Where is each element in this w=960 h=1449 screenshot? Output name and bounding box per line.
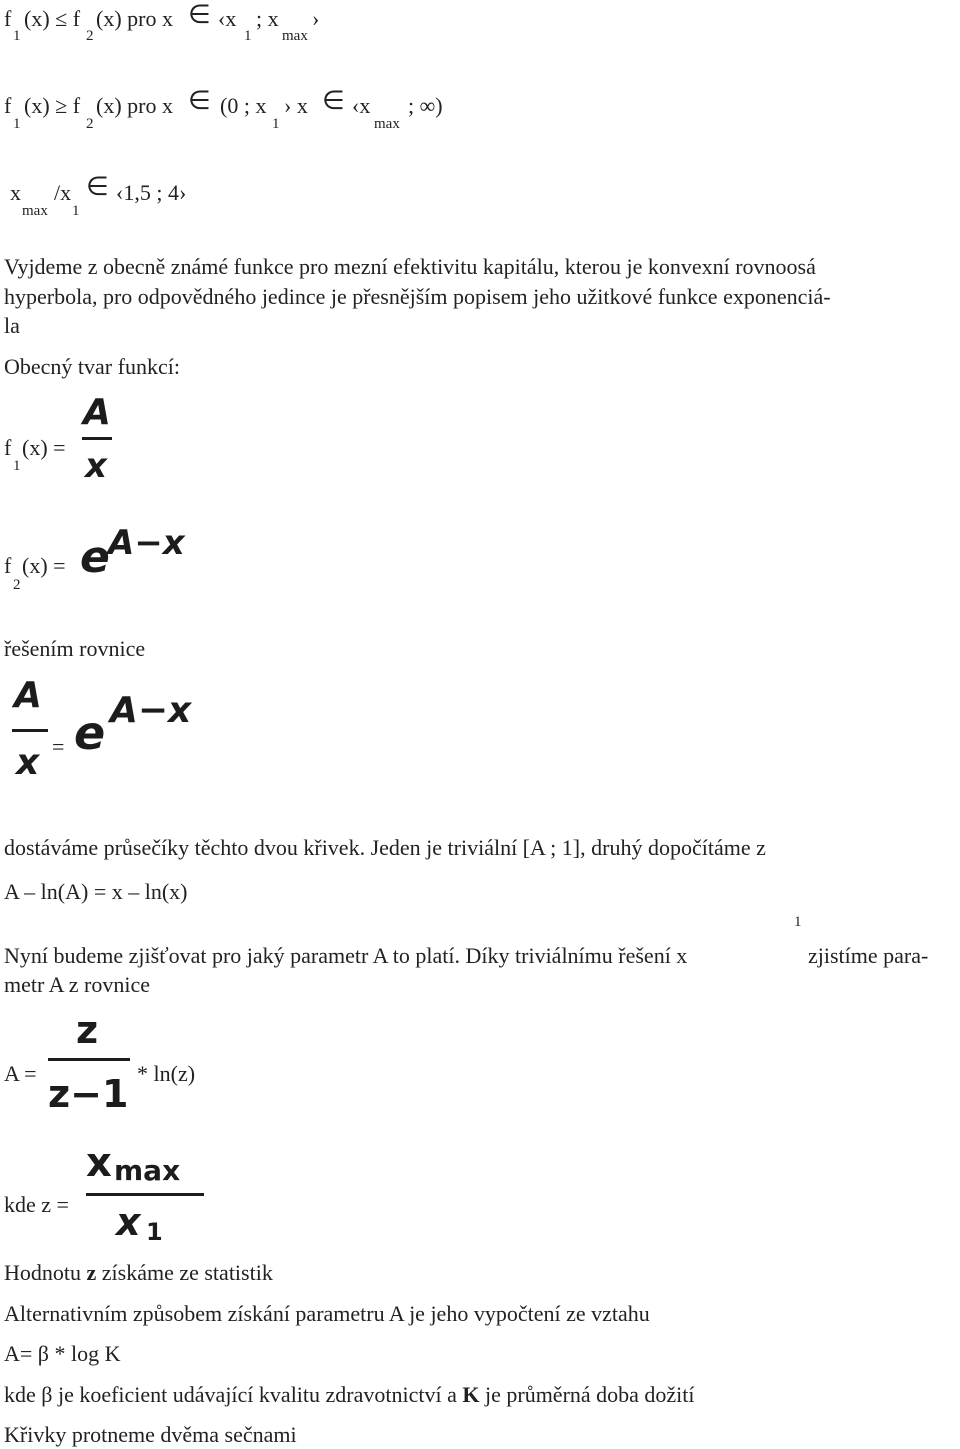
fraction-numerator: z (76, 1008, 99, 1052)
fraction-denominator: x (85, 446, 107, 486)
paragraph-line: hyperbola, pro odpovědného jedince je přesnějším popisem jeho užitkové funkce exponenciá- (4, 284, 831, 309)
paragraph-line: la (4, 313, 20, 338)
denominator-x: x (116, 1200, 141, 1244)
solving-text: řešením rovnice (4, 636, 146, 661)
text-x: x (10, 180, 21, 205)
text-segment: kde β je koeficient udávající kvalitu zdravotnictví a (4, 1382, 463, 1407)
bold-variable: K (462, 1382, 480, 1407)
superscript: 1 (794, 914, 802, 930)
fraction-bar (82, 437, 112, 440)
paragraph-line: zjistíme para- (808, 943, 929, 968)
subscript: 2 (86, 28, 94, 44)
fraction-numerator: A (83, 392, 111, 433)
text-segment: › x (284, 93, 308, 118)
element-of-symbol: ∈ (86, 172, 109, 202)
text-segment: (x) ≤ f (24, 6, 81, 31)
text-segment: ; ∞) (408, 93, 443, 118)
paragraph-line: metr A z rovnice (4, 972, 151, 997)
subscript: 2 (86, 116, 94, 132)
text-segment: Hodnotu (4, 1260, 87, 1285)
equals-sign: = (52, 734, 65, 759)
text-segment: (x) ≥ f (24, 93, 81, 118)
fraction-bar (12, 729, 48, 732)
fraction-denominator: z−1 (48, 1072, 129, 1116)
fraction-denominator: x (16, 742, 40, 783)
formula-lhs: A = (4, 1061, 37, 1086)
text-segment: (0 ; x (220, 93, 267, 118)
element-of-symbol: ∈ (322, 86, 345, 116)
text-segment: ; x (256, 6, 279, 31)
bold-variable: z (86, 1260, 97, 1285)
numerator-x: x (86, 1140, 112, 1186)
subscript: 1 (72, 203, 80, 219)
exp-base: e (80, 532, 110, 583)
general-form-heading: Obecný tvar funkcí: (4, 354, 180, 379)
text-segment: je průměrná doba dožití (479, 1382, 695, 1407)
text-f: f (4, 93, 12, 118)
fraction-bar (86, 1193, 204, 1196)
subscript: max (22, 203, 48, 219)
subscript: 1 (13, 458, 21, 474)
statistics-line (4, 1260, 273, 1286)
formula-lhs: kde z = (4, 1192, 69, 1217)
subscript: 1 (13, 28, 21, 44)
numerator-subscript: max (114, 1154, 181, 1187)
beta-formula: A= β * log K (4, 1341, 121, 1366)
text-segment: ‹1,5 ; 4› (116, 180, 187, 205)
paragraph-line: Vyjdeme z obecně známé funkce pro mezní efektivitu kapitálu, kterou je konvexní rovnoosá (4, 254, 816, 279)
formula-rhs: * ln(z) (137, 1061, 196, 1086)
text-segment: (x) pro x (96, 93, 173, 118)
text-segment: (x) = (22, 435, 66, 460)
exp-base: e (74, 706, 106, 760)
exp-exponent: A−x (110, 690, 192, 731)
subscript: 1 (272, 116, 280, 132)
subscript: 1 (13, 116, 21, 132)
text-f: f (4, 553, 12, 578)
paragraph-line: Nyní budeme zjišťovat pro jaký parametr A to platí. Díky triviálnímu řešení x (4, 943, 688, 968)
exp-exponent: A−x (108, 523, 185, 563)
text-segment: (x) = (22, 553, 66, 578)
text-segment: › (312, 6, 320, 31)
definition-line (4, 1382, 695, 1408)
text-f: f (4, 6, 12, 31)
text-segment: /x (54, 180, 72, 205)
subscript: max (282, 28, 308, 44)
denominator-subscript: 1 (146, 1218, 163, 1246)
text-segment: získáme ze statistik (96, 1260, 273, 1285)
subscript: 2 (13, 577, 21, 593)
fraction-bar (48, 1058, 130, 1061)
log-equation: A – ln(A) = x – ln(x) (4, 879, 188, 904)
element-of-symbol: ∈ (188, 0, 211, 30)
element-of-symbol: ∈ (188, 86, 211, 116)
intersections-text: dostáváme průsečíky těchto dvou křivek. Jeden je triviální [A ; 1], druhý dopočítáme z (4, 835, 766, 860)
fraction-numerator: A (14, 675, 42, 716)
alternative-line: Alternativním způsobem získání parametru A je jeho vypočtení ze vztahu (4, 1301, 650, 1326)
text-f: f (4, 435, 12, 460)
last-line: Křivky protneme dvěma sečnami (4, 1422, 297, 1447)
subscript: max (374, 116, 400, 132)
subscript: 1 (244, 28, 252, 44)
text-segment: ‹x (218, 6, 237, 31)
text-segment: ‹x (352, 93, 371, 118)
text-segment: (x) pro x (96, 6, 173, 31)
